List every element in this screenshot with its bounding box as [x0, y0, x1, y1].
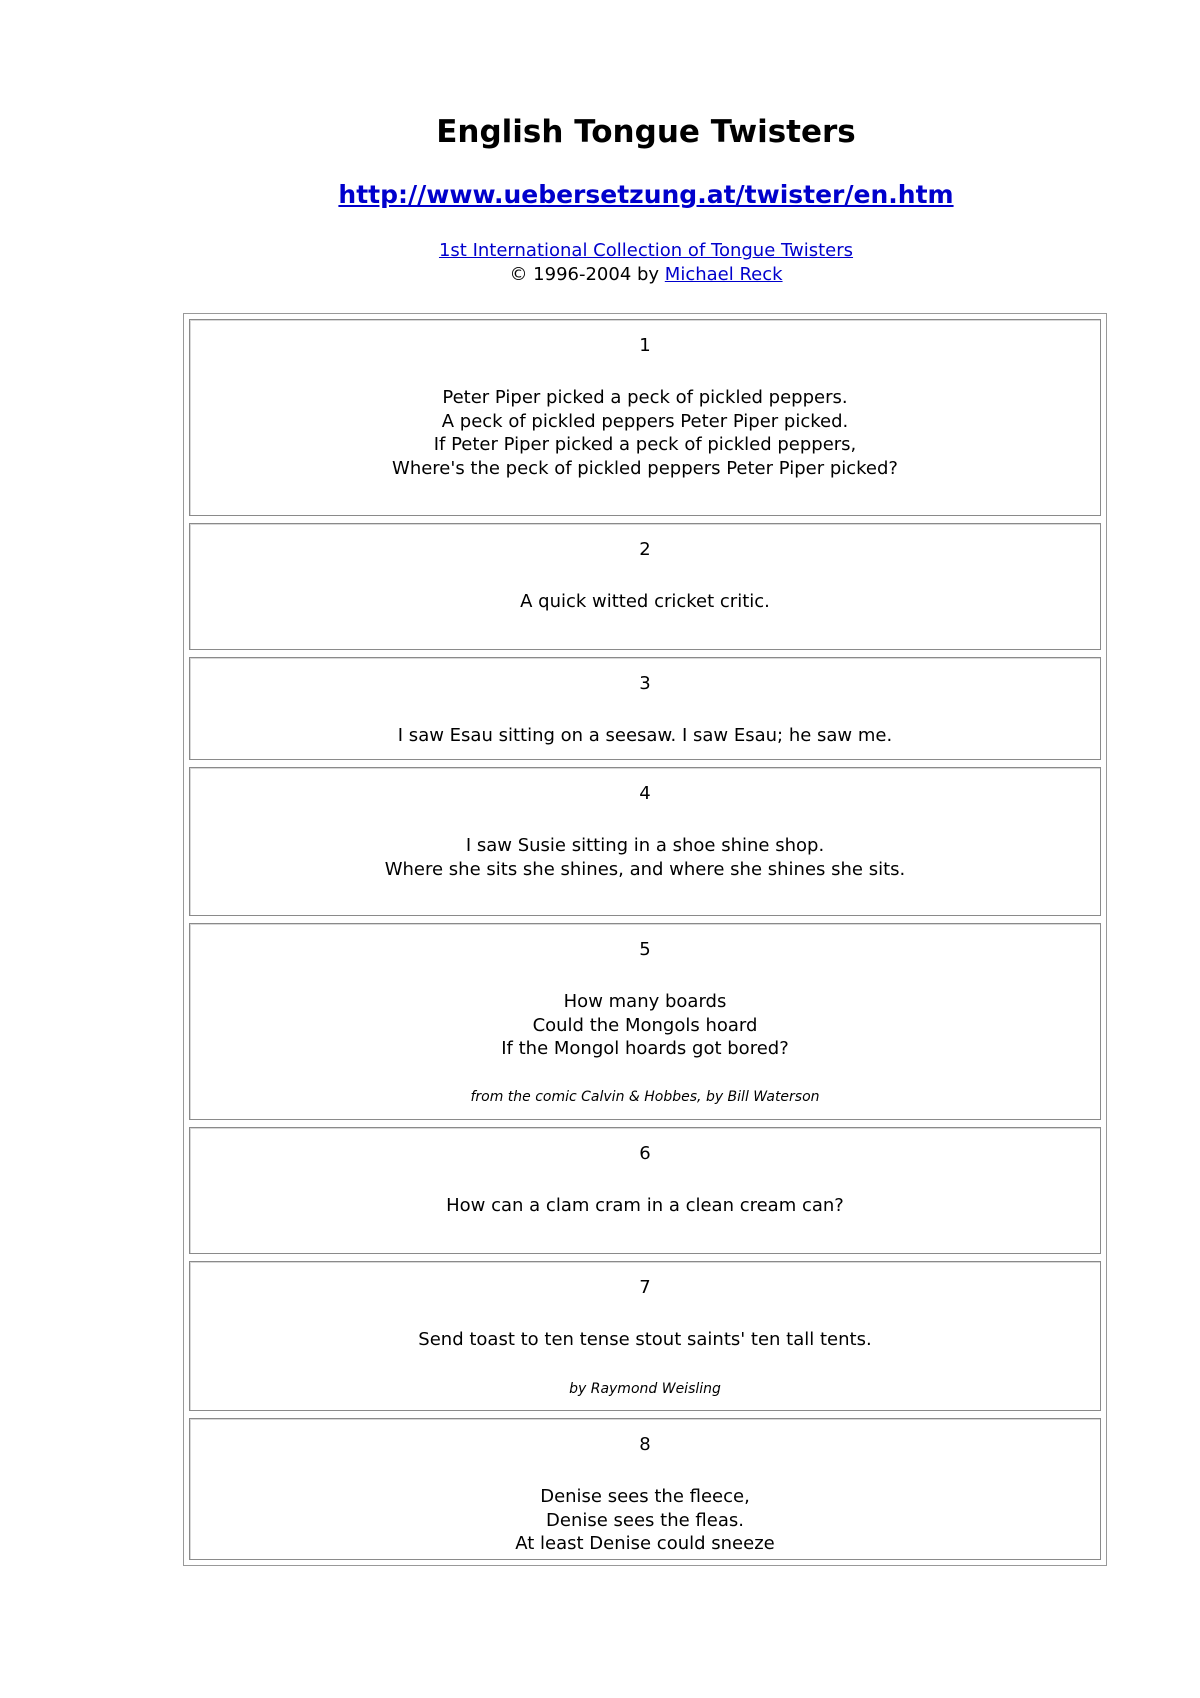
- twister-line: At least Denise could sneeze: [515, 1533, 775, 1554]
- twister-line: Could the Mongols hoard: [532, 1014, 758, 1036]
- twister-line: Peter Piper picked a peck of pickled peppers.: [442, 387, 848, 408]
- source-url-link[interactable]: http://www.uebersetzung.at/twister/en.htm: [338, 180, 954, 209]
- twister-number: 3: [639, 673, 651, 694]
- twister-text: [190, 724, 1100, 748]
- twister-line: A peck of pickled peppers Peter Piper picked.: [441, 410, 849, 432]
- twister-text: [190, 1328, 1100, 1352]
- twister-cell-5: [189, 923, 1101, 1120]
- twister-line: Send toast to ten tense stout saints' ten tall tents.: [418, 1329, 872, 1350]
- twister-number: 2: [639, 539, 651, 560]
- twister-line: Where she sits she shines, and where she shines she sits.: [384, 858, 906, 880]
- twister-number: 7: [639, 1277, 651, 1298]
- twister-number: 1: [639, 335, 651, 356]
- collection-link[interactable]: 1st International Collection of Tongue Twisters: [438, 240, 854, 261]
- credits: [0, 239, 1200, 287]
- twister-line: How can a clam cram in a clean cream can?: [446, 1195, 844, 1216]
- twister-cell-7: [189, 1261, 1101, 1411]
- attribution-note: by Raymond Weisling: [569, 1381, 721, 1397]
- twister-text: [190, 1485, 1100, 1556]
- twister-line: Where's the peck of pickled peppers Peter Piper picked?: [392, 457, 898, 479]
- twister-line: I saw Susie sitting in a shoe shine shop.: [465, 835, 825, 856]
- twister-text: [190, 590, 1100, 614]
- twister-line: If the Mongol hoards got bored?: [501, 1038, 789, 1059]
- twister-cell-2: [189, 523, 1101, 650]
- attribution-note: from the comic Calvin & Hobbes, by Bill Waterson: [470, 1089, 820, 1105]
- copyright-line: [0, 263, 1200, 287]
- twister-text: [190, 1194, 1100, 1218]
- source-url-line: [0, 178, 1200, 212]
- twister-text: [190, 990, 1100, 1061]
- twister-text: [190, 386, 1100, 480]
- copyright-text: © 1996-2004 by: [509, 264, 665, 285]
- twister-cell-8: [189, 1418, 1101, 1560]
- twister-line: Denise sees the fleas.: [546, 1509, 744, 1531]
- twister-number: 8: [639, 1434, 651, 1455]
- twister-number: 6: [639, 1143, 651, 1164]
- twister-cell-3: [189, 657, 1101, 760]
- twister-cell-1: [189, 319, 1101, 516]
- twister-line: I saw Esau sitting on a seesaw. I saw Esau; he saw me.: [397, 725, 893, 746]
- twister-line: Denise sees the fleece,: [540, 1486, 750, 1507]
- twister-cell-6: [189, 1127, 1101, 1254]
- twister-line: A quick witted cricket critic.: [520, 591, 770, 612]
- twister-text: [190, 834, 1100, 881]
- author-link[interactable]: Michael Reck: [664, 264, 783, 285]
- twister-number: 5: [639, 939, 651, 960]
- twister-line: How many boards: [563, 991, 727, 1012]
- twister-cell-4: [189, 767, 1101, 916]
- page-title: English Tongue Twisters: [436, 114, 856, 150]
- twister-line: If Peter Piper picked a peck of pickled peppers,: [433, 434, 857, 455]
- twister-table: [183, 313, 1107, 1566]
- twister-number: 4: [639, 783, 651, 804]
